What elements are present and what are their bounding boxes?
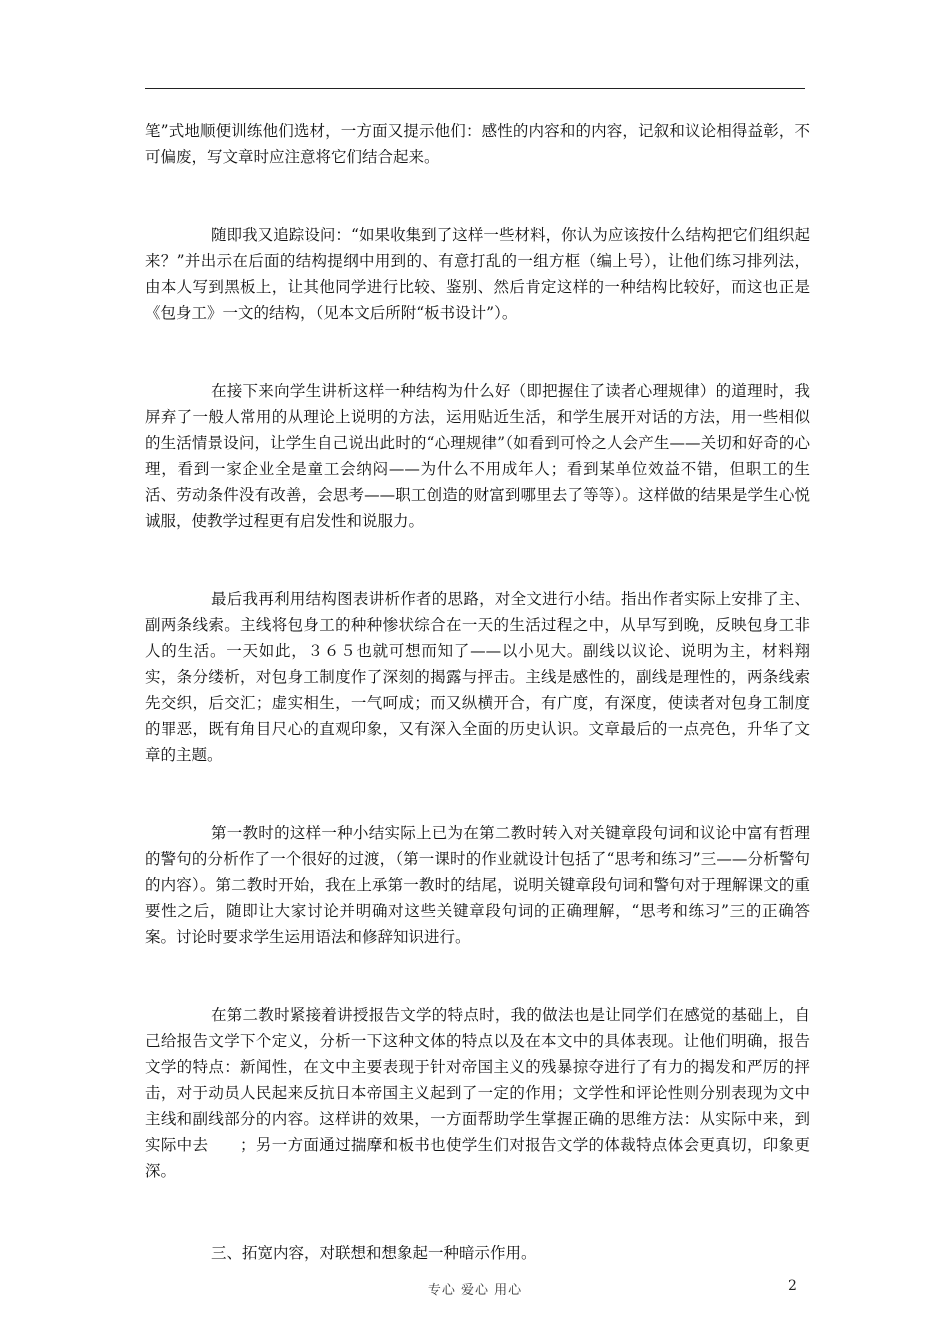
paragraph-second-lesson: 第一教时的这样一种小结实际上已为在第二教时转入对关键章段句词和议论中富有哲理的警句的分析作了一个很好的过渡，（第一课时的作业就设计包括了“思考和练习”三——分析警句的内容）。第二教时开始，我在上承第一教时的结尾，说明关键章段句词和警句对于理解课文的重要性之后，随即让大家讨论并明确对这些关键章段句词的正确理解，“思考和练习”三的正确答案。讨论时要求学生运用语法和修辞知识进行。 <box>145 824 810 946</box>
paragraph-continuation: 笔”式地顺便训练他们选材，一方面又提示他们：感性的内容和的内容，记叙和议论相得益彰，不可偏废，写文章时应注意将它们结合起来。 <box>145 122 810 166</box>
section-heading-three: 三、拓宽内容，对联想和想象起一种暗示作用。 <box>211 1244 537 1262</box>
footer-motto: 专心 爱心 用心 <box>427 1283 523 1298</box>
page-number: 2 <box>788 1278 797 1294</box>
document-body <box>145 118 810 1266</box>
header-rule <box>145 88 805 89</box>
paragraph-psychology-explanation: 在接下来向学生讲析这样一种结构为什么好（即把握住了读者心理规律）的道理时，我屏弃了一般人常用的从理论上说明的方法，运用贴近生活，和学生展开对话的方法，用一些相似的生活情景设问，让学生自己说出此时的“心理规律”（如看到可怜之人会产生——关切和好奇的心理，看到一家企业全是童工会纳闷——为什么不用成年人；看到某单位效益不错，但职工的生活、劳动条件没有改善，会思考——职工创造的财富到哪里去了等等）。这样做的结果是学生心悦诚服，使教学过程更有启发性和说服力。 <box>145 382 810 530</box>
paragraph-reportage-features: 在第二教时紧接着讲授报告文学的特点时，我的做法也是让同学们在感觉的基础上，自己给报告文学下个定义，分析一下这种文体的特点以及在本文中的具体表现。让他们明确，报告文学的特点：新闻性，在文中主要表现于针对帝国主义的残暴掠夺进行了有力的揭发和严厉的抨击，对于动员人民起来反抗日本帝国主义起到了一定的作用；文学性和评论性则分别表现为文中主线和副线部分的内容。这样讲的效果，一方面帮助学生掌握正确的思维方法：从实际中来，到实际中去 ；另一方面通过揣摩和板书也使学生们对报告文学的体裁特点体会更真切，印象更深。 <box>145 1006 810 1180</box>
paragraph-summary: 最后我再利用结构图表讲析作者的思路，对全文进行小结。指出作者实际上安排了主、副两条线索。主线将包身工的种种惨状综合在一天的生活过程之中，从早写到晚，反映包身工非人的生活。一天如此，３６５也就可想而知了——以小见大。副线以议论、说明为主，材料翔实，条分缕析，对包身工制度作了深刻的揭露与抨击。主线是感性的，副线是理性的，两条线索先交织，后交汇；虚实相生，一气呵成；而又纵横开合，有广度，有深度，使读者对包身工制度的罪恶，既有角目尺心的直观印象，又有深入全面的历史认识。文章最后的一点亮色，升华了文章的主题。 <box>145 590 810 764</box>
paragraph-structure-question: 随即我又追踪设问：“如果收集到了这样一些材料，你认为应该按什么结构把它们组织起来？”并出示在后面的结构提纲中用到的、有意打乱的一组方框（编上号），让他们练习排列法，由本人写到黑板上，让其他同学进行比较、鉴别、然后肯定这样的一种结构比较好，而这也正是《包身工》一文的结构，（见本文后所附“板书设计”）。 <box>145 226 810 322</box>
